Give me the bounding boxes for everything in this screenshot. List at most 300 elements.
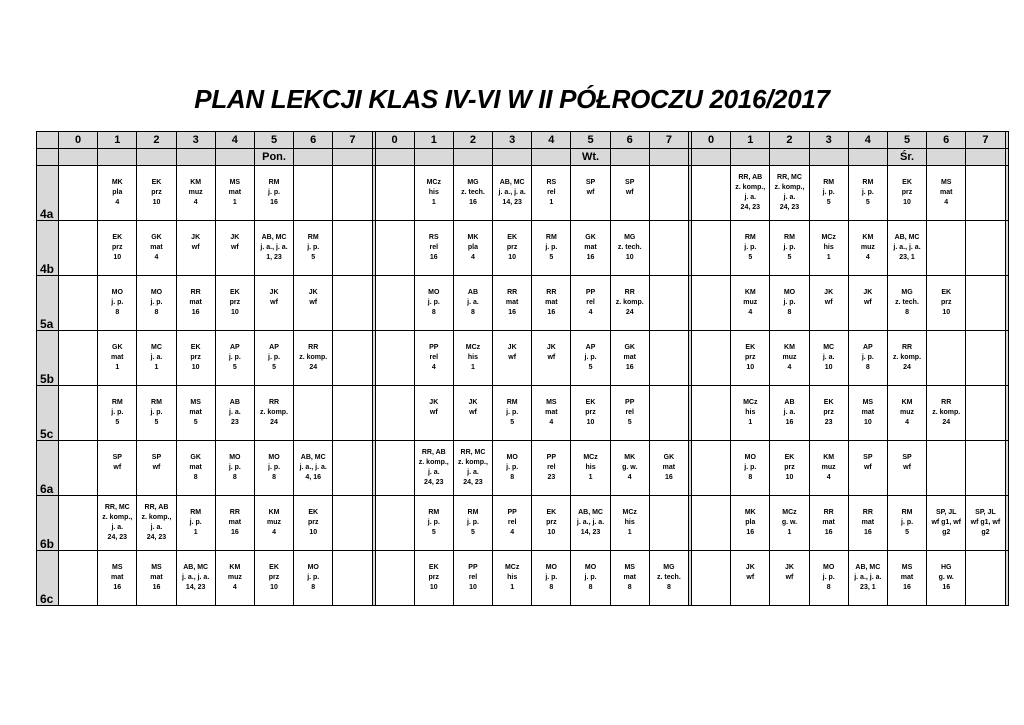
lesson-line: JK — [230, 234, 240, 241]
lesson-cell — [98, 276, 137, 331]
lesson-line: JK — [745, 564, 755, 571]
lesson-line: RM — [545, 234, 557, 241]
lesson-cell — [137, 276, 176, 331]
lesson-line — [810, 308, 848, 318]
lesson-line: MO — [783, 289, 796, 296]
lesson-cell — [493, 221, 532, 276]
lesson-line: 23, 1 — [899, 254, 915, 261]
lesson-cell — [294, 496, 333, 551]
lesson-line: z. tech. — [461, 189, 485, 196]
class-row-5c — [37, 386, 1009, 441]
lesson-line: EK — [507, 234, 518, 241]
lesson-line: z. tech. — [895, 299, 919, 306]
lesson-line: MK — [467, 234, 479, 241]
empty-cell — [59, 441, 98, 496]
lesson-line: rel — [547, 464, 556, 471]
lesson-line: MS — [190, 399, 201, 406]
lesson-line: 5 — [748, 254, 753, 261]
lesson-line: RR, AB — [144, 504, 169, 511]
lesson-line: JK — [784, 564, 794, 571]
lesson-line: 14, 23 — [580, 529, 601, 536]
lesson-line: 10 — [863, 419, 872, 426]
lesson-line: 5 — [826, 199, 831, 206]
lesson-line — [849, 473, 887, 483]
lesson-line: mat — [189, 464, 202, 471]
lesson-cell — [532, 386, 571, 441]
class-name: 6c — [37, 551, 59, 606]
lesson-line: 16 — [152, 584, 161, 591]
lesson-line: prz — [940, 299, 952, 306]
lesson-cell — [927, 276, 966, 331]
lesson-line: j. p. — [268, 464, 281, 471]
period-number: 4 — [215, 132, 254, 149]
empty-cell — [966, 331, 1005, 386]
day-name: Wt. — [571, 149, 610, 166]
lesson-cell — [98, 331, 137, 386]
lesson-line: 8 — [588, 584, 593, 591]
lesson-cell — [176, 221, 215, 276]
lesson-line: 1 — [787, 529, 792, 536]
empty-cell — [966, 166, 1005, 221]
lesson-cell — [571, 496, 610, 551]
lesson-line: 5 — [865, 199, 870, 206]
lesson-line: j. p. — [584, 574, 597, 581]
day-name: Śr. — [887, 149, 926, 166]
lesson-line: AB, MC — [855, 564, 881, 571]
lesson-cell — [610, 276, 649, 331]
lesson-line: KM — [823, 454, 835, 461]
lesson-line: j. p. — [427, 519, 440, 526]
lesson-line: 16 — [469, 199, 477, 206]
lesson-line: wf — [746, 574, 755, 581]
empty-cell — [927, 221, 966, 276]
lesson-line: AB, MC — [261, 234, 287, 241]
empty-cell — [375, 441, 414, 496]
lesson-cell — [414, 496, 453, 551]
lesson-line: MG — [624, 234, 636, 241]
lesson-line: RR — [624, 289, 635, 296]
lesson-line: mat — [189, 409, 202, 416]
lesson-line: RM — [467, 509, 479, 516]
lesson-line: SP, JL — [935, 509, 957, 516]
lesson-line: z. komp., — [774, 184, 805, 191]
empty-cell — [966, 551, 1005, 606]
lesson-line: RR — [941, 399, 952, 406]
day-label-cell — [649, 149, 688, 166]
lesson-line: 24, 23 — [146, 534, 167, 541]
lesson-line — [731, 583, 769, 593]
lesson-cell — [414, 166, 453, 221]
lesson-line: JK — [468, 399, 478, 406]
lesson-line: 24, 23 — [107, 534, 128, 541]
lesson-line: KM — [784, 344, 795, 351]
class-name: 4a — [37, 166, 59, 221]
lesson-line: g. w. — [781, 519, 798, 526]
lesson-line: 10 — [508, 254, 517, 261]
lesson-cell — [493, 551, 532, 606]
lesson-line: his — [428, 189, 439, 196]
lesson-line: 14, 23 — [502, 199, 522, 206]
lesson-line: 8 — [154, 309, 159, 316]
lesson-line: RR — [862, 509, 873, 516]
empty-cell — [649, 386, 688, 441]
lesson-cell — [137, 441, 176, 496]
lesson-line: j. a. — [150, 354, 163, 361]
lesson-cell — [770, 551, 809, 606]
period-number: 3 — [809, 132, 848, 149]
lesson-line: 5 — [431, 529, 436, 536]
lesson-cell — [98, 441, 137, 496]
lesson-line: EK — [546, 509, 557, 516]
empty-cell — [927, 441, 966, 496]
lesson-cell — [848, 276, 887, 331]
lesson-cell — [927, 166, 966, 221]
lesson-line: 5 — [154, 419, 159, 426]
lesson-cell — [532, 276, 571, 331]
lesson-line: AB — [784, 399, 795, 406]
lesson-line: prz — [745, 354, 756, 361]
lesson-line: MCz — [782, 509, 797, 516]
lesson-line: 8 — [905, 309, 909, 316]
lesson-line: 10 — [113, 254, 122, 261]
lesson-line: pla — [467, 244, 479, 251]
lesson-cell — [215, 276, 254, 331]
lesson-line: 8 — [549, 584, 554, 591]
lesson-line: SP — [112, 454, 122, 461]
day-label-cell — [98, 149, 137, 166]
lesson-cell — [887, 551, 926, 606]
lesson-cell — [453, 496, 492, 551]
lesson-line: 16 — [863, 529, 872, 536]
lesson-line: 16 — [824, 529, 833, 536]
lesson-line: RR — [268, 399, 280, 406]
day-label-cell — [453, 149, 492, 166]
period-number: 3 — [493, 132, 532, 149]
day-header-row — [37, 149, 1009, 166]
lesson-cell — [887, 441, 926, 496]
lesson-line: 8 — [272, 474, 276, 481]
lesson-cell — [610, 221, 649, 276]
lesson-line: mat — [939, 189, 953, 196]
lesson-line: 1 — [588, 474, 593, 481]
lesson-line: 4 — [115, 199, 120, 206]
lesson-line: MO — [229, 454, 241, 461]
lesson-cell — [770, 166, 809, 221]
day-label-cell — [493, 149, 532, 166]
lesson-line: 5 — [905, 529, 909, 536]
lesson-cell — [215, 386, 254, 441]
lesson-line: prz — [784, 464, 795, 471]
lesson-line: EK — [585, 399, 596, 406]
lesson-line: RM — [744, 234, 756, 241]
lesson-line: 10 — [625, 254, 634, 261]
lesson-line: z. komp., — [102, 514, 133, 521]
day-label-cell — [610, 149, 649, 166]
lesson-line: MCz — [622, 509, 637, 516]
lesson-line: MO — [268, 454, 280, 461]
lesson-cell — [215, 221, 254, 276]
lesson-cell — [254, 276, 293, 331]
lesson-line: mat — [662, 464, 676, 471]
lesson-line: rel — [468, 574, 478, 581]
lesson-line: j. a., j. a. — [299, 464, 327, 471]
lesson-line: mat — [623, 354, 636, 361]
period-number: 3 — [176, 132, 215, 149]
lesson-line: MO — [506, 454, 518, 461]
lesson-line: j. p. — [744, 244, 757, 251]
lesson-line: MCz — [583, 454, 598, 461]
lesson-cell — [848, 551, 887, 606]
lesson-line: 16 — [625, 364, 634, 371]
lesson-line — [493, 363, 531, 373]
lesson-line: PP — [546, 454, 557, 461]
lesson-line: AP — [862, 344, 873, 351]
empty-cell — [692, 441, 731, 496]
lesson-line: AB, MC — [894, 234, 920, 241]
lesson-line: 8 — [627, 584, 632, 591]
lesson-line: 23 — [824, 419, 833, 426]
lesson-line: 16 — [746, 529, 755, 536]
lesson-line: wf — [824, 299, 833, 306]
empty-cell — [692, 386, 731, 441]
lesson-line: JK — [269, 289, 279, 296]
lesson-cell — [98, 386, 137, 441]
lesson-line: z. komp. — [299, 354, 328, 361]
lesson-cell — [809, 496, 848, 551]
lesson-cell — [294, 551, 333, 606]
period-number: 5 — [254, 132, 293, 149]
day-label-cell — [59, 149, 98, 166]
lesson-line: 1 — [471, 364, 475, 371]
lesson-line: EK — [190, 344, 201, 351]
day-separator — [1005, 441, 1008, 496]
lesson-line: PP — [507, 509, 517, 516]
lesson-line: 8 — [471, 309, 475, 316]
lesson-cell — [215, 331, 254, 386]
lesson-cell — [414, 276, 453, 331]
lesson-line: MK — [111, 179, 123, 186]
lesson-cell — [887, 221, 926, 276]
lesson-cell — [294, 276, 333, 331]
lesson-cell — [731, 331, 770, 386]
lesson-line: j. p. — [228, 464, 241, 471]
lesson-line: muz — [267, 519, 282, 526]
lesson-cell — [215, 441, 254, 496]
lesson-cell — [610, 496, 649, 551]
lesson-line: 10 — [270, 584, 278, 591]
lesson-line: KM — [229, 564, 241, 571]
lesson-cell — [532, 551, 571, 606]
period-number: 5 — [571, 132, 610, 149]
empty-cell — [59, 551, 98, 606]
lesson-cell — [610, 331, 649, 386]
lesson-line: RM — [268, 179, 280, 186]
lesson-line: RM — [823, 179, 835, 186]
lesson-line: MCz — [743, 399, 758, 406]
lesson-cell — [571, 331, 610, 386]
day-label-cell — [294, 149, 333, 166]
lesson-line: mat — [861, 519, 875, 526]
lesson-line: RS — [428, 234, 439, 241]
lesson-line: RM — [151, 399, 162, 406]
lesson-line: EK — [941, 289, 952, 296]
period-number: 1 — [731, 132, 770, 149]
lesson-cell — [453, 386, 492, 441]
lesson-line: AB — [467, 289, 479, 296]
lesson-line: pla — [112, 189, 123, 196]
lesson-cell — [294, 441, 333, 496]
lesson-line: j. p. — [427, 299, 440, 306]
lesson-cell — [493, 276, 532, 331]
lesson-line: j. a., j. a. — [576, 519, 605, 526]
lesson-cell — [848, 496, 887, 551]
empty-cell — [692, 551, 731, 606]
lesson-line: 8 — [115, 309, 120, 316]
lesson-line: his — [467, 354, 479, 361]
lesson-line: RR — [823, 509, 834, 516]
class-row-4b — [37, 221, 1009, 276]
lesson-line: 10 — [152, 199, 161, 206]
period-number: 7 — [333, 132, 372, 149]
lesson-line: prz — [190, 354, 201, 361]
lesson-line: z. komp. — [260, 409, 289, 416]
lesson-line: prz — [506, 244, 518, 251]
day-label-cell — [731, 149, 770, 166]
lesson-line: JK — [429, 399, 439, 406]
lesson-line: RR — [190, 289, 201, 296]
class-row-4a — [37, 166, 1009, 221]
lesson-line: mat — [150, 574, 163, 581]
lesson-line: RR — [901, 344, 913, 351]
lesson-cell — [731, 221, 770, 276]
lesson-line: g2 — [942, 529, 951, 536]
lesson-line: prz — [229, 299, 241, 306]
lesson-line: 4 — [588, 309, 593, 316]
lesson-line: EK — [229, 289, 240, 296]
lesson-line: j. p. — [506, 464, 519, 471]
lesson-cell — [532, 441, 571, 496]
class-row-5b — [37, 331, 1009, 386]
lesson-line: 1 — [826, 254, 831, 261]
lesson-cell — [414, 551, 453, 606]
class-row-6b — [37, 496, 1009, 551]
lesson-line: muz — [821, 464, 836, 471]
lesson-line: z. tech. — [657, 574, 681, 581]
lesson-line: z. komp., — [141, 514, 172, 521]
empty-cell — [692, 276, 731, 331]
lesson-line: j. p. — [307, 574, 320, 581]
lesson-cell — [809, 441, 848, 496]
lesson-line: his — [507, 574, 518, 581]
lesson-line: 16 — [903, 584, 911, 591]
empty-cell — [375, 551, 414, 606]
lesson-line — [177, 253, 215, 263]
lesson-line: 4 — [232, 584, 237, 591]
lesson-cell — [649, 551, 688, 606]
lesson-cell — [731, 166, 770, 221]
lesson-line: 14, 23 — [185, 584, 206, 591]
empty-cell — [375, 496, 414, 551]
lesson-line: RM — [190, 509, 202, 516]
lesson-line: j. a. — [111, 524, 124, 531]
class-name: 6b — [37, 496, 59, 551]
day-label-cell — [414, 149, 453, 166]
lesson-line: EK — [269, 564, 279, 571]
empty-cell — [927, 331, 966, 386]
lesson-line: z. komp. — [932, 409, 961, 416]
page-title: PLAN LEKCJI KLAS IV-VI W II PÓŁROCZU 2016/2017 — [194, 84, 830, 114]
lesson-line: mat — [545, 299, 558, 306]
lesson-line: j. p. — [189, 519, 202, 526]
lesson-line: 10 — [746, 364, 755, 371]
lesson-line: 4 — [787, 364, 792, 371]
lesson-cell — [770, 496, 809, 551]
lesson-line: 8 — [510, 474, 515, 481]
lesson-cell — [254, 496, 293, 551]
empty-cell — [375, 386, 414, 441]
lesson-line: j. a. — [229, 409, 241, 416]
lesson-line: mat — [111, 354, 124, 361]
lesson-line: 1 — [115, 364, 120, 371]
lesson-line: MK — [624, 454, 636, 461]
lesson-line: 1 — [627, 529, 632, 536]
lesson-line: z. komp., — [735, 184, 766, 191]
lesson-line: rel — [547, 189, 556, 196]
lesson-cell — [215, 496, 254, 551]
lesson-cell — [848, 386, 887, 441]
empty-cell — [333, 551, 372, 606]
lesson-line: 1 — [748, 419, 753, 426]
lesson-line: 10 — [586, 419, 595, 426]
class-name: 6a — [37, 441, 59, 496]
lesson-line: prz — [428, 574, 440, 581]
lesson-line: 16 — [942, 584, 951, 591]
day-label-cell — [333, 149, 372, 166]
lesson-line: EK — [745, 344, 756, 351]
lesson-line: 16 — [230, 529, 239, 536]
lesson-line: j. p. — [228, 354, 241, 361]
lesson-line: 8 — [431, 309, 436, 316]
lesson-line: AB, MC — [578, 509, 603, 516]
lesson-line: 10 — [191, 364, 200, 371]
lesson-cell — [532, 496, 571, 551]
period-header-row — [37, 132, 1009, 149]
lesson-cell — [414, 441, 453, 496]
period-number: 7 — [649, 132, 688, 149]
day-separator — [1005, 496, 1008, 551]
lesson-line: 10 — [785, 474, 794, 481]
lesson-cell — [176, 386, 215, 441]
lesson-line: 4 — [627, 474, 632, 481]
lesson-line: EK — [784, 454, 795, 461]
lesson-cell — [294, 221, 333, 276]
day-label-cell — [770, 149, 809, 166]
lesson-line: 23 — [547, 474, 556, 481]
lesson-line: PP — [429, 344, 439, 351]
class-name: 5b — [37, 331, 59, 386]
lesson-line — [888, 473, 926, 483]
lesson-line: 24, 23 — [740, 204, 761, 211]
lesson-line: RM — [111, 399, 123, 406]
empty-cell — [59, 276, 98, 331]
empty-cell — [333, 221, 372, 276]
lesson-line: 10 — [309, 529, 318, 536]
lesson-cell — [887, 496, 926, 551]
period-number: 5 — [887, 132, 926, 149]
lesson-line: j. p. — [268, 189, 281, 196]
lesson-line: 8 — [193, 474, 198, 481]
lesson-line: 16 — [270, 199, 278, 206]
